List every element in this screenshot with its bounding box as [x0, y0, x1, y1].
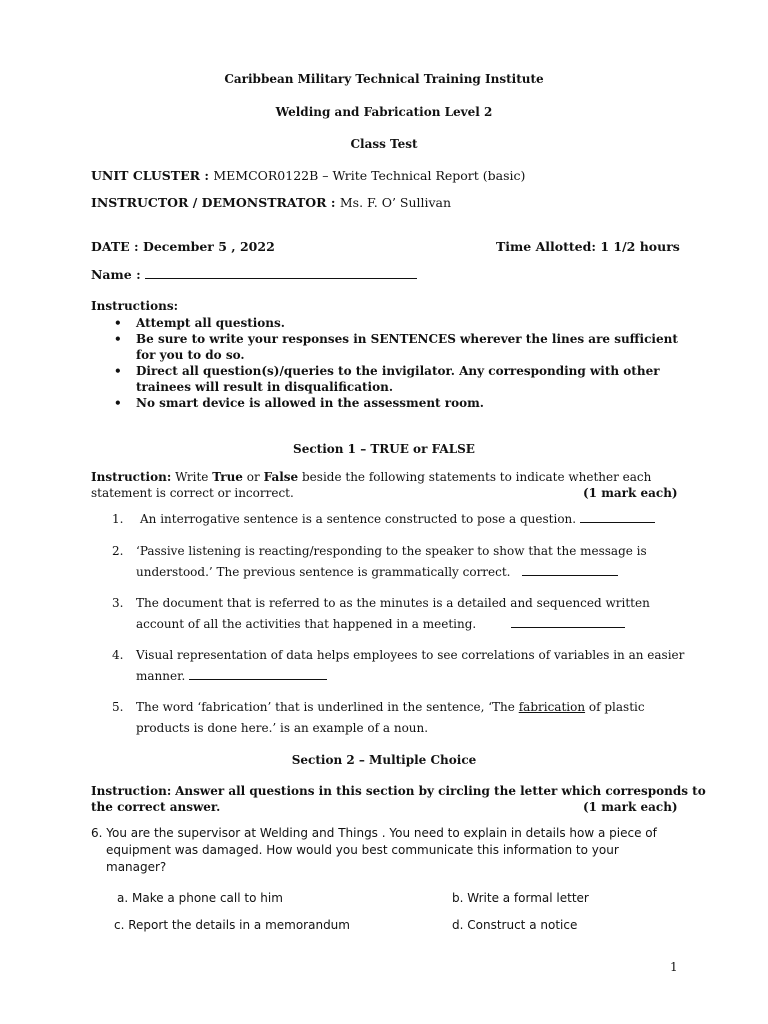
option-a[interactable]: a. Make a phone call to him: [117, 891, 283, 905]
answer-blank[interactable]: [580, 521, 655, 523]
instruction-item-continued: trainees will result in disqualification.: [136, 380, 394, 394]
instruction-item: • No smart device is allowed in the assessment room.: [114, 395, 678, 411]
instruction-item-continued: for you to do so.: [136, 348, 245, 362]
document-page: Caribbean Military Technical Training Institute Welding and Fabrication Level 2 Class Test UNIT CLUSTER : MEMCOR0122B – Write Technical Report (basic) INSTRUCTOR / DEMONSTRATOR : Ms. F. O’ Sullivan DATE : December 5 , 2022 Time Allotted: 1 1/2 hours Name : Instructions: • Attempt all questions. • Be sure to write your responses in SENTENCES wherever the lines are sufficient for you to do so. • Direct all question(s)/queries to the invigilator. Any corresponding with other trainees will result in disqualification. • No smart device is allowed in the assessment room. Section 1 – TRUE or FALSE Instruction: Write True or False beside the following statements to indicate whether each statement is correct or incorrect. (1 mark each) 1. An interrogative sentence is a sentence constructed to pose a question. 2. ‘Passive listening is reacting/responding to the speaker to show that the message is understood.’ The previous sentence is grammatically correct. 3. The document that is referred to as the minutes is a detailed and sequenced written account of all the activities that happened in a meeting. 4. Visual representation of data helps employees to see correlations of variables in an easier manner. 5. The word ‘fabrication’ that is underlined in the sentence, ‘The fabrication of plastic products is done here.’ is an example of a noun. Section 2 – Multiple Choice Instruction: Answer all questions in this section by circling the letter which corresponds to the correct answer. (1 mark each) 6. You are the supervisor at Welding and Things . You need to explain in details how a piece of equipment was damaged. How would you best communicate this information to your manager? a. Make a phone call to him b. Write a formal letter c. Report the details in a memorandum d. Construct a notice 1: [0, 0, 768, 1024]
instructions-heading: Instructions:: [91, 299, 179, 313]
answer-blank[interactable]: [511, 626, 625, 628]
test-type: Class Test: [350, 137, 418, 151]
instructor-line: INSTRUCTOR / DEMONSTRATOR : Ms. F. O’ Sullivan: [91, 195, 452, 210]
section2-title: Section 2 – Multiple Choice: [291, 753, 477, 767]
time-allotted: [496, 239, 680, 254]
instructions-list: [114, 315, 678, 411]
institute-title: Caribbean Military Technical Training Institute: [224, 72, 544, 86]
option-d[interactable]: d. Construct a notice: [452, 918, 578, 932]
answer-blank[interactable]: [189, 678, 327, 680]
date-value: December 5 , 2022: [143, 239, 275, 254]
section1-marks: (1 mark each): [583, 486, 678, 500]
course-title: Welding and Fabrication Level 2: [275, 105, 493, 119]
name-line: Name :: [91, 267, 417, 282]
instructor-value: Ms. F. O’ Sullivan: [339, 195, 452, 210]
underlined-word: fabrication: [518, 700, 586, 714]
time-label: Time Allotted:: [496, 239, 596, 254]
instructor-label: INSTRUCTOR / DEMONSTRATOR: [91, 195, 327, 210]
unit-cluster-line: UNIT CLUSTER : MEMCOR0122B – Write Technical Report (basic): [91, 168, 526, 183]
mc-question-6: 6. You are the supervisor at Welding and Things . You need to explain in details how a piece of: [91, 826, 657, 840]
name-blank[interactable]: [145, 277, 417, 279]
time-value: 1 1/2 hours: [600, 239, 680, 254]
unit-cluster-label: UNIT CLUSTER: [91, 168, 201, 183]
instruction-item: • Attempt all questions.: [114, 315, 678, 331]
section2-instruction-line2: the correct answer.: [91, 800, 221, 814]
option-c[interactable]: c. Report the details in a memorandum: [114, 918, 350, 932]
mc-question-6-line3: manager?: [106, 860, 167, 874]
date-line: DATE : December 5 , 2022: [91, 239, 275, 254]
date-label: DATE: [91, 239, 130, 254]
name-label: Name: [91, 267, 132, 282]
section2-marks: (1 mark each): [583, 800, 678, 814]
section1-instruction: Instruction: Write True or False beside the following statements to indicate whether each: [91, 470, 652, 484]
section2-instruction: Instruction: Answer all questions in this section by circling the letter which corresponds to: [91, 784, 706, 798]
instruction-item: • Direct all question(s)/queries to the invigilator. Any corresponding with other: [114, 363, 678, 379]
option-b[interactable]: b. Write a formal letter: [452, 891, 589, 905]
answer-blank[interactable]: [522, 574, 618, 576]
section1-instruction-line2: statement is correct or incorrect.: [91, 486, 294, 500]
instruction-item: • Be sure to write your responses in SENTENCES wherever the lines are sufficient: [114, 331, 678, 347]
section1-title: Section 1 – TRUE or FALSE: [293, 442, 475, 456]
mc-question-6-line2: equipment was damaged. How would you best communicate this information to your: [106, 843, 619, 857]
unit-cluster-value: MEMCOR0122B – Write Technical Report (basic): [213, 168, 526, 183]
page-number: 1: [670, 960, 678, 974]
